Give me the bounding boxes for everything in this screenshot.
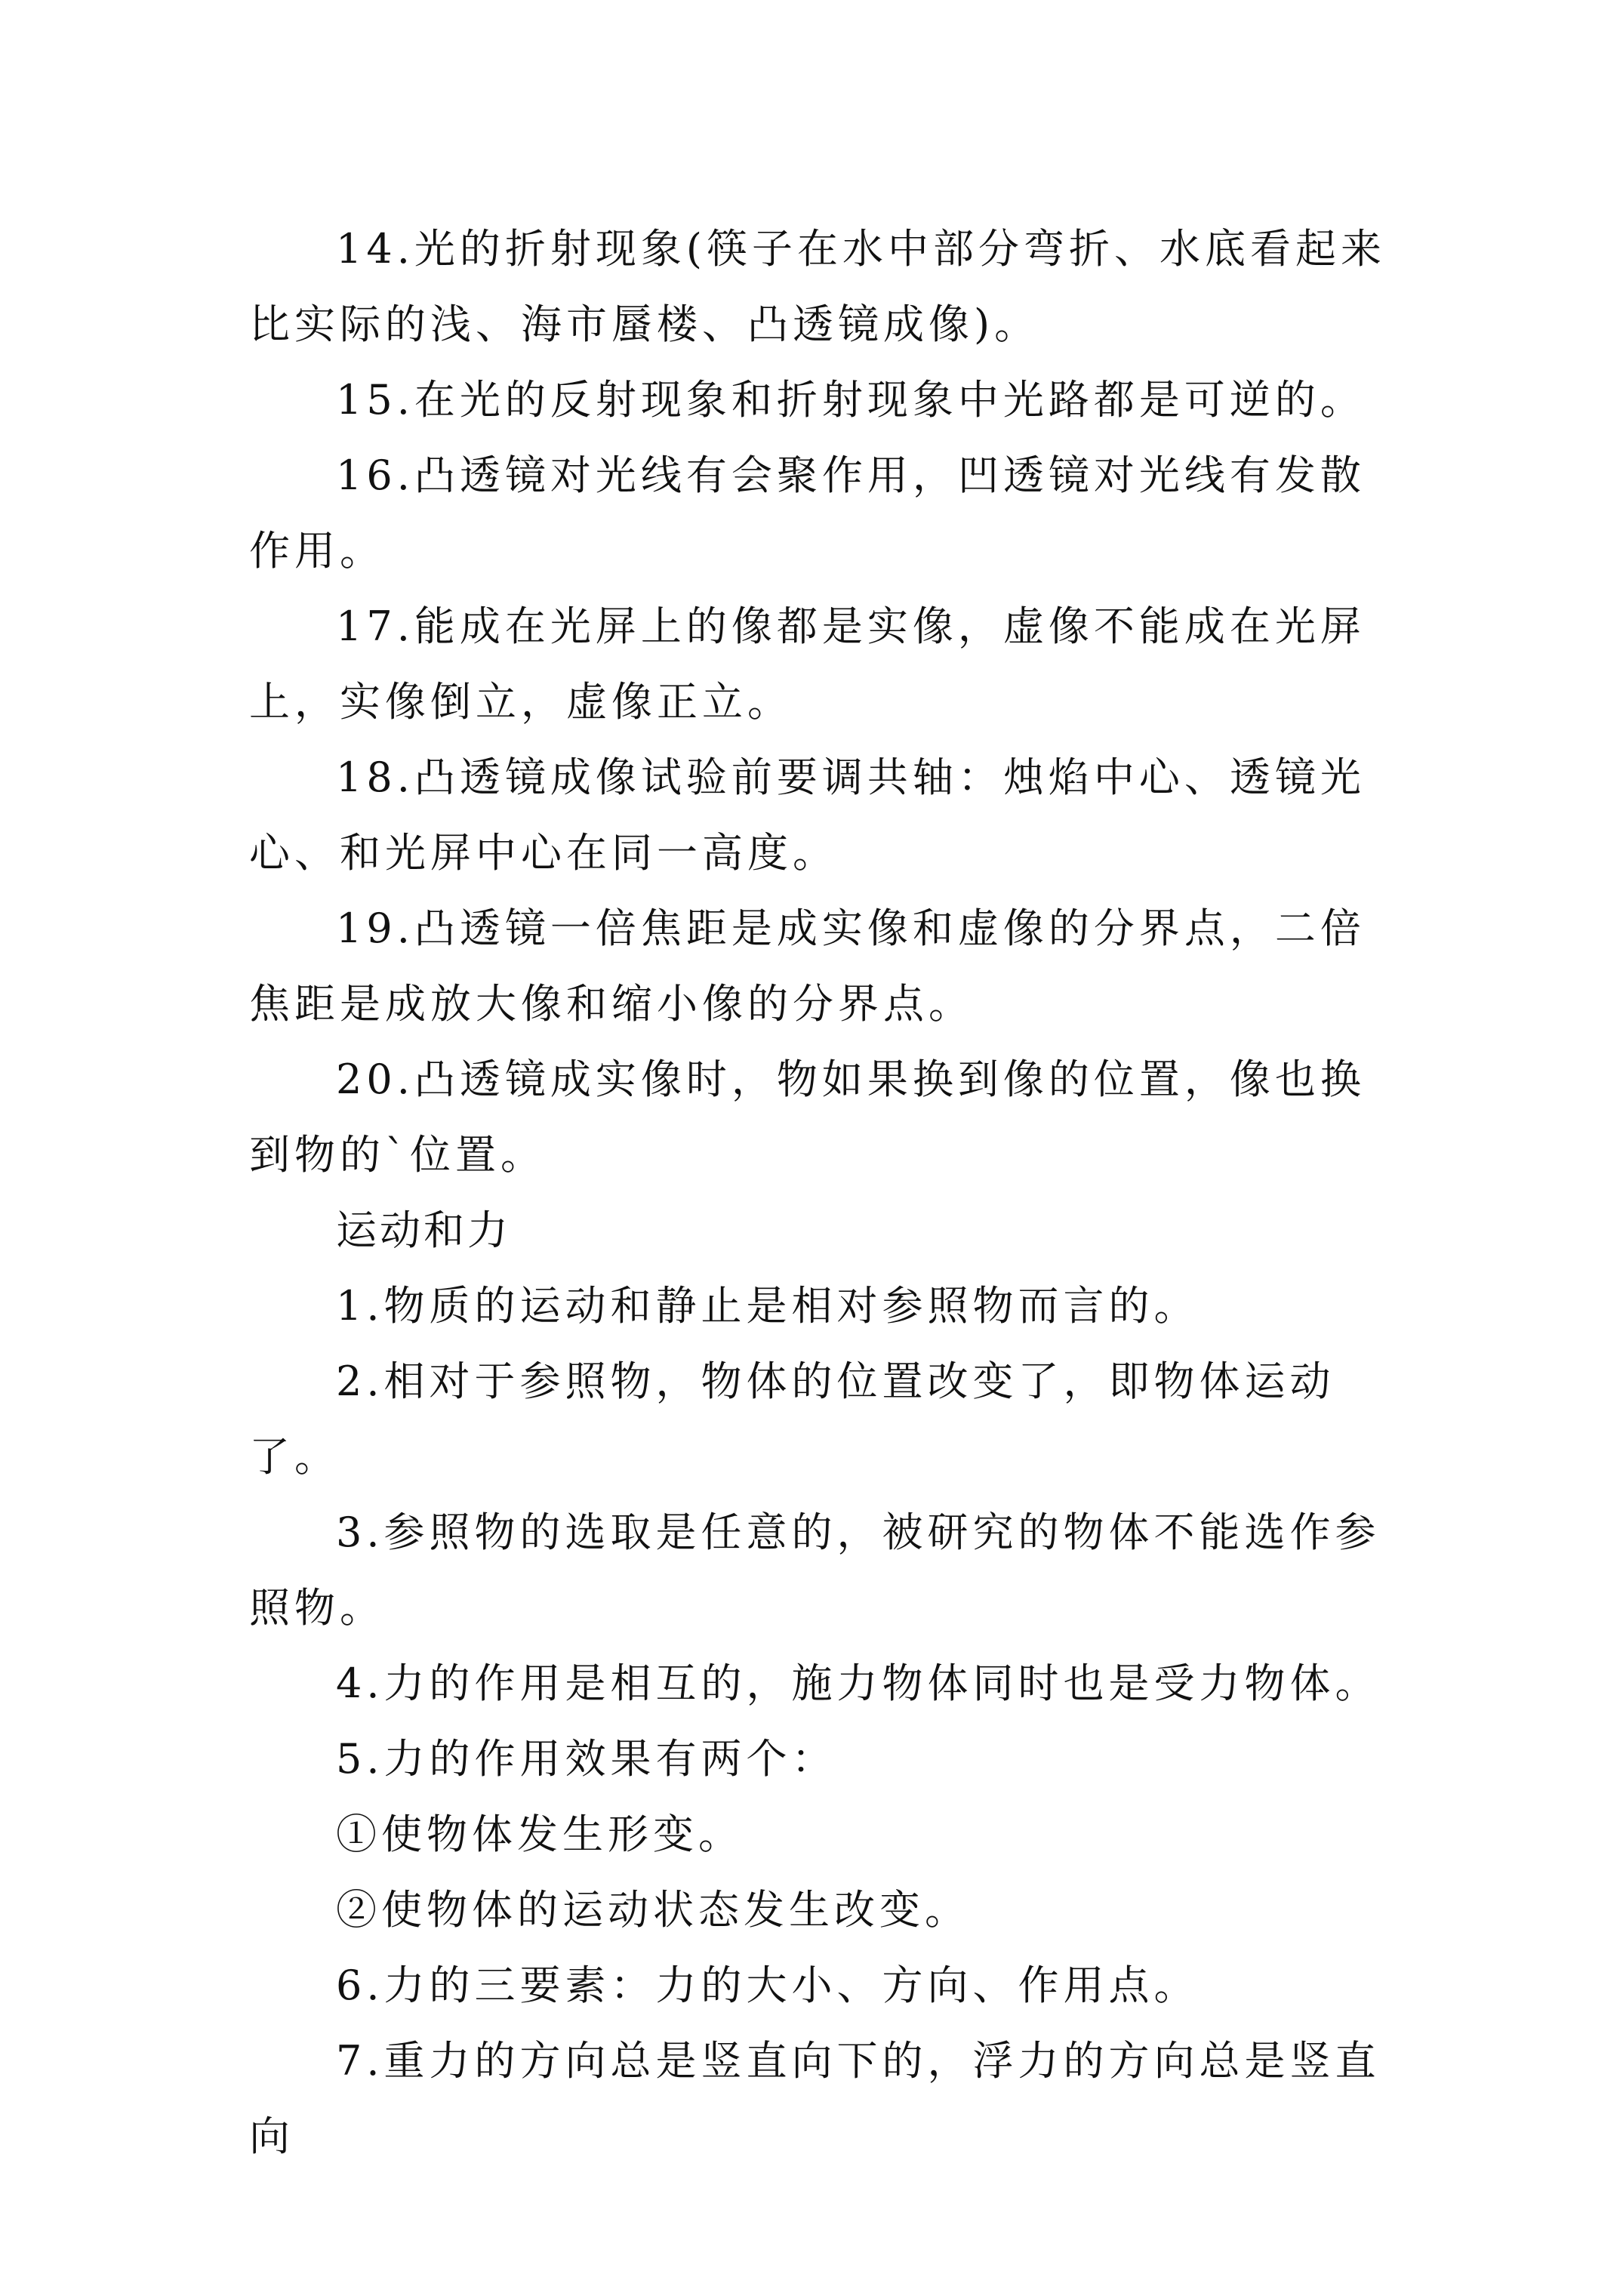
paragraph-motion-7: 7.重力的方向总是竖直向下的，浮力的方向总是竖直向 bbox=[249, 2037, 1381, 2160]
paragraph-optics-19: 19.凸透镜一倍焦距是成实像和虚像的分界点，二倍焦距是成放大像和缩小像的分界点。 bbox=[249, 905, 1366, 1028]
paragraph-motion-3: 3.参照物的选取是任意的，被研究的物体不能选作参照物。 bbox=[249, 1509, 1381, 1632]
paragraph-optics-15: 15.在光的反射现象和折射现象中光路都是可逆的。 bbox=[336, 376, 1366, 424]
paragraph-motion-5-item-2: ②使物体的运动状态发生改变。 bbox=[336, 1886, 970, 1934]
paragraph-motion-5: 5.力的作用效果有两个： bbox=[336, 1735, 837, 1783]
document-body bbox=[249, 211, 1397, 2174]
paragraph-motion-5-item-1: ①使物体发生形变。 bbox=[336, 1811, 744, 1858]
paragraph-optics-14: 14.光的折射现象(筷子在水中部分弯折、水底看起来比实际的浅、海市蜃楼、凸透镜成像)。 bbox=[249, 225, 1386, 348]
paragraph-optics-16: 16.凸透镜对光线有会聚作用，凹透镜对光线有发散作用。 bbox=[249, 451, 1366, 575]
paragraph-motion-4: 4.力的作用是相互的，施力物体同时也是受力物体。 bbox=[336, 1660, 1381, 1707]
paragraph-optics-20: 20.凸透镜成实像时，物如果换到像的位置，像也换到物的`位置。 bbox=[249, 1056, 1366, 1179]
paragraph-motion-6: 6.力的三要素：力的大小、方向、作用点。 bbox=[336, 1962, 1200, 2009]
paragraph-optics-17: 17.能成在光屏上的像都是实像，虚像不能成在光屏上，实像倒立，虚像正立。 bbox=[249, 603, 1366, 726]
paragraph-motion-1: 1.物质的运动和静止是相对参照物而言的。 bbox=[336, 1282, 1200, 1330]
paragraph-motion-2: 2.相对于参照物，物体的位置改变了，即物体运动了。 bbox=[249, 1358, 1335, 1481]
paragraph-optics-18: 18.凸透镜成像试验前要调共轴：烛焰中心、透镜光心、和光屏中心在同一高度。 bbox=[249, 754, 1366, 877]
section-heading-motion-force: 运动和力 bbox=[336, 1207, 511, 1254]
